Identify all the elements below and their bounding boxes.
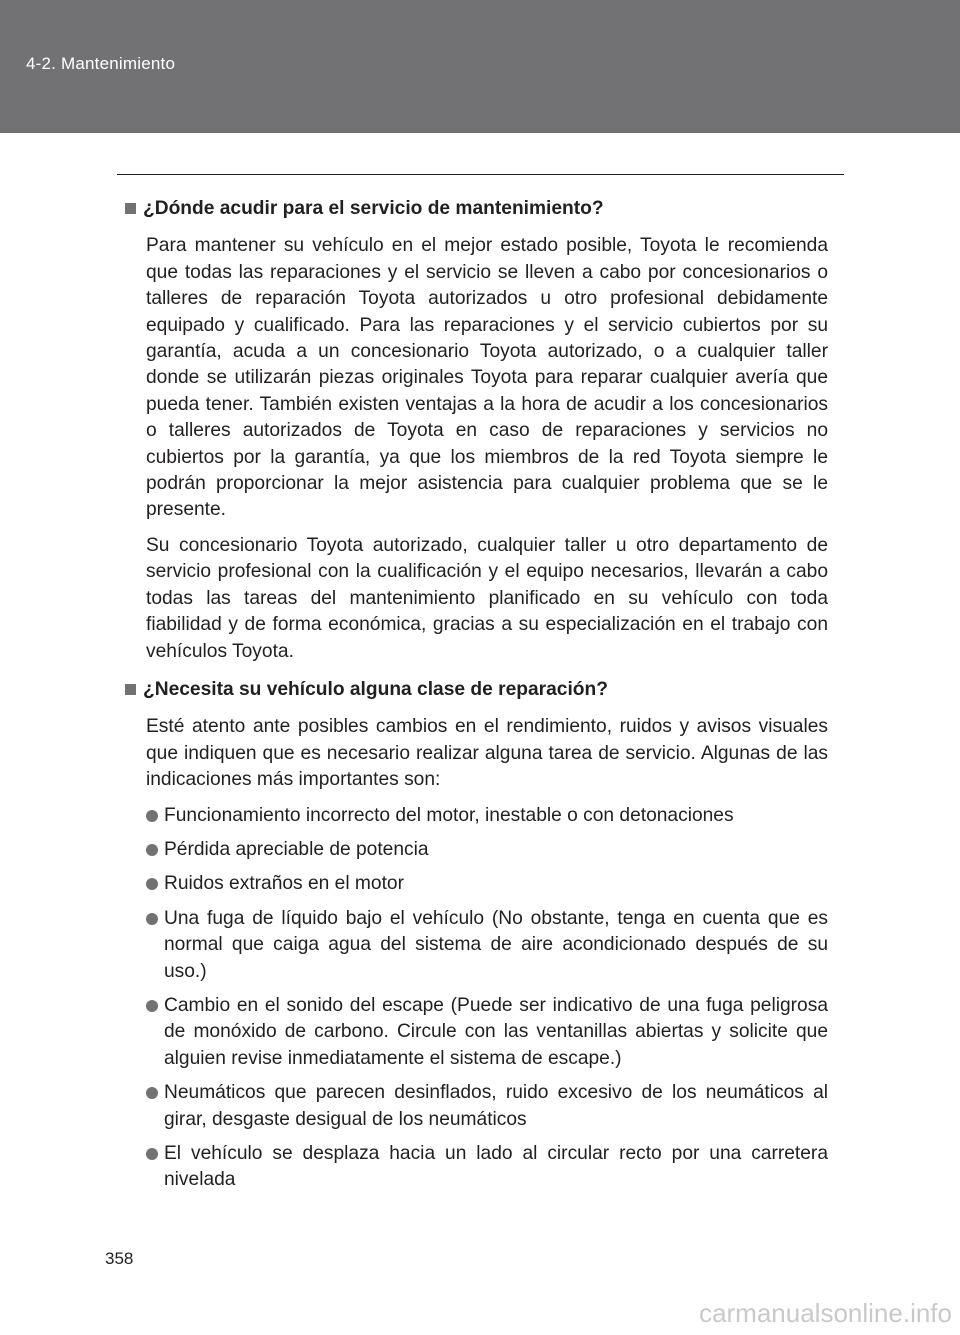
list-item-text: Pérdida apreciable de potencia <box>164 838 429 860</box>
list-item <box>146 1141 828 1194</box>
list-item <box>146 1080 828 1133</box>
square-bullet-icon <box>125 203 136 214</box>
list-item <box>146 906 828 985</box>
page-number: 358 <box>105 1249 134 1268</box>
circle-bullet-icon <box>146 1148 158 1160</box>
circle-bullet-icon <box>146 878 158 890</box>
list-item-text: Neumáticos que parecen desinflados, ruido excesivo de los neumáticos al girar, desgaste desigual de los neumáticos <box>164 1082 828 1130</box>
list-item-text: Una fuga de líquido bajo el vehículo (No obstante, tenga en cuenta que es normal que caiga agua del sistema de aire acondicionado después de su uso.) <box>164 907 828 982</box>
list-item <box>146 803 828 829</box>
section-heading <box>124 196 828 222</box>
list-item <box>146 871 828 897</box>
square-bullet-icon <box>125 684 136 695</box>
list-item <box>146 993 828 1072</box>
paragraph: Para mantener su vehículo en el mejor estado posible, Toyota le recomienda que todas las reparaciones y el servicio se lleven a cabo por concesionarios o talleres de reparación Toyota autorizados u otro profesional debidamente equipado y cualificado. Para las reparaciones y el servicio cubiertos por su garantía, acuda a un concesionario Toyota autorizado, o a cualquier taller donde se utilizarán piezas originales Toyota para reparar cualquier avería que pueda tener. También existen ventajas a la hora de acudir a los concesionarios o talleres autorizados de Toyota en caso de reparaciones y servicios no cubiertos por la garantía, ya que los miembros de la red Toyota siempre le podrán proporcionar la mejor asistencia para cualquier problema que se le presente. <box>146 235 828 521</box>
circle-bullet-icon <box>146 844 158 856</box>
divider-rule <box>117 174 844 175</box>
section-heading-text: ¿Dónde acudir para el servicio de mantenimiento? <box>143 198 604 219</box>
paragraph: Esté atento ante posibles cambios en el rendimiento, ruidos y avisos visuales que indiquen que es necesario realizar alguna tarea de servicio. Algunas de las indicaciones más importantes son: <box>146 716 828 791</box>
circle-bullet-icon <box>146 1000 158 1012</box>
circle-bullet-icon <box>146 810 158 822</box>
list-item-text: Cambio en el sonido del escape (Puede ser indicativo de una fuga peligrosa de monóxido de carbono. Circule con las ventanillas abiertas y solicite que alguien revise inmediatamente el sistema de escape.) <box>164 994 828 1069</box>
list-item-text: Funcionamiento incorrecto del motor, inestable o con detonaciones <box>164 804 734 826</box>
header-band <box>0 0 960 133</box>
list-item-text: Ruidos extraños en el motor <box>164 873 404 895</box>
list-item <box>146 837 828 863</box>
paragraph: Su concesionario Toyota autorizado, cualquier taller u otro departamento de servicio profesional con la cualificación y el equipo necesarios, llevarán a cabo todas las tareas del mantenimiento planificado en su vehículo con toda fiabilidad y de forma económica, gracias a su especialización en el trabajo con vehículos Toyota. <box>146 534 828 662</box>
list-item-text: El vehículo se desplaza hacia un lado al circular recto por una carretera nivelada <box>164 1143 828 1191</box>
section-label: 4-2. Mantenimiento <box>26 54 176 73</box>
symptom-list <box>146 803 828 1194</box>
circle-bullet-icon <box>146 913 158 925</box>
section-heading-text: ¿Necesita su vehículo alguna clase de reparación? <box>143 678 608 700</box>
page-content <box>124 196 828 1202</box>
circle-bullet-icon <box>146 1087 158 1099</box>
section-heading <box>124 677 828 703</box>
watermark: carmanualsonline.info <box>699 1298 952 1328</box>
